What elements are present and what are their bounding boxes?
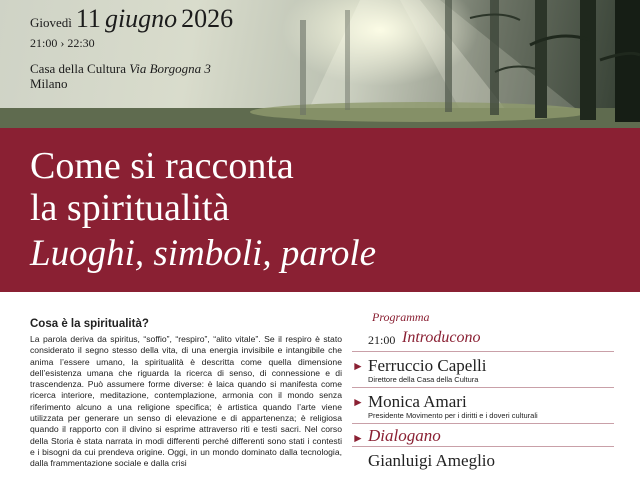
speaker-name: Ferruccio Capelli bbox=[368, 356, 487, 375]
program-time: 21:00 bbox=[368, 333, 396, 347]
title-subtitle: Luoghi, simboli, parole bbox=[30, 233, 377, 274]
venue-street: Via Borgogna 3 bbox=[129, 61, 211, 76]
event-date bbox=[30, 4, 234, 34]
venue-name: Casa della Cultura bbox=[30, 61, 127, 76]
event-year: 2026 bbox=[181, 4, 234, 33]
event-venue bbox=[30, 61, 233, 76]
hero-forest-image bbox=[0, 0, 640, 128]
event-city: Milano bbox=[30, 76, 68, 91]
article bbox=[30, 318, 342, 470]
event-day-number: 11 bbox=[75, 4, 101, 33]
arrow-right-icon: ► bbox=[352, 359, 364, 373]
program-speaker-row bbox=[352, 352, 614, 388]
title-line-2: la spiritualità bbox=[30, 187, 230, 229]
program-speaker-row bbox=[352, 447, 614, 469]
title-line-1: Come si racconta bbox=[30, 145, 294, 187]
program bbox=[352, 310, 614, 469]
event-info bbox=[30, 4, 234, 91]
article-heading: Cosa è la spiritualità? bbox=[30, 318, 149, 330]
program-intro-role: Introducono bbox=[402, 329, 481, 346]
event-time: 21:00 › 22:30 bbox=[30, 36, 95, 50]
speaker-title: Presidente Movimento per i diritti e i doveri culturali bbox=[368, 411, 538, 420]
title-banner bbox=[0, 128, 640, 292]
program-dialog-role: Dialogano bbox=[368, 426, 441, 445]
program-row-dialog bbox=[352, 424, 614, 447]
program-row-intro bbox=[352, 325, 614, 352]
speaker-name: Gianluigi Ameglio bbox=[368, 451, 496, 470]
article-body: La parola deriva da spiritus, “soffio”, “respiro”, “alito vitale”. Se il respiro è stato considerato il segno stesso della vita, di una energia invisibile e intangibile che anima l’essere umano, la spiritualità è descritta come quella dimensione dell’esistenza umana che riguarda la ricerca di senso, di connessione e di trascendenza. Può assumere forme diverse: è laica quando si manifesta come ricerca interiore, meditazione, contemplazione, armonia con il mondo senza riferimento alcuno a una religione specifica; è artistica quando l’arte viene utilizzata per generare un senso di elevazione e di appartenenza; è religiosa quando il rapporto con il divino si esprime attraverso riti e testi sacri. Nel corso della Storia è stata narrata in modi differenti perché differenti sono stati i contesti e i bisogni da cui prendeva origine. Oggi, in un mondo dominato dalla tecnologia, dalla frammentazione sociale e dalla crisi bbox=[30, 334, 342, 469]
arrow-right-icon: ► bbox=[352, 395, 364, 409]
program-label: Programma bbox=[372, 310, 430, 324]
speaker-title: Direttore della Casa della Cultura bbox=[368, 375, 479, 384]
event-month: giugno bbox=[104, 4, 178, 33]
speaker-name: Monica Amari bbox=[368, 392, 467, 411]
program-speaker-row bbox=[352, 388, 614, 424]
event-day-name: Giovedì bbox=[30, 15, 72, 30]
arrow-right-icon: ► bbox=[352, 431, 364, 445]
